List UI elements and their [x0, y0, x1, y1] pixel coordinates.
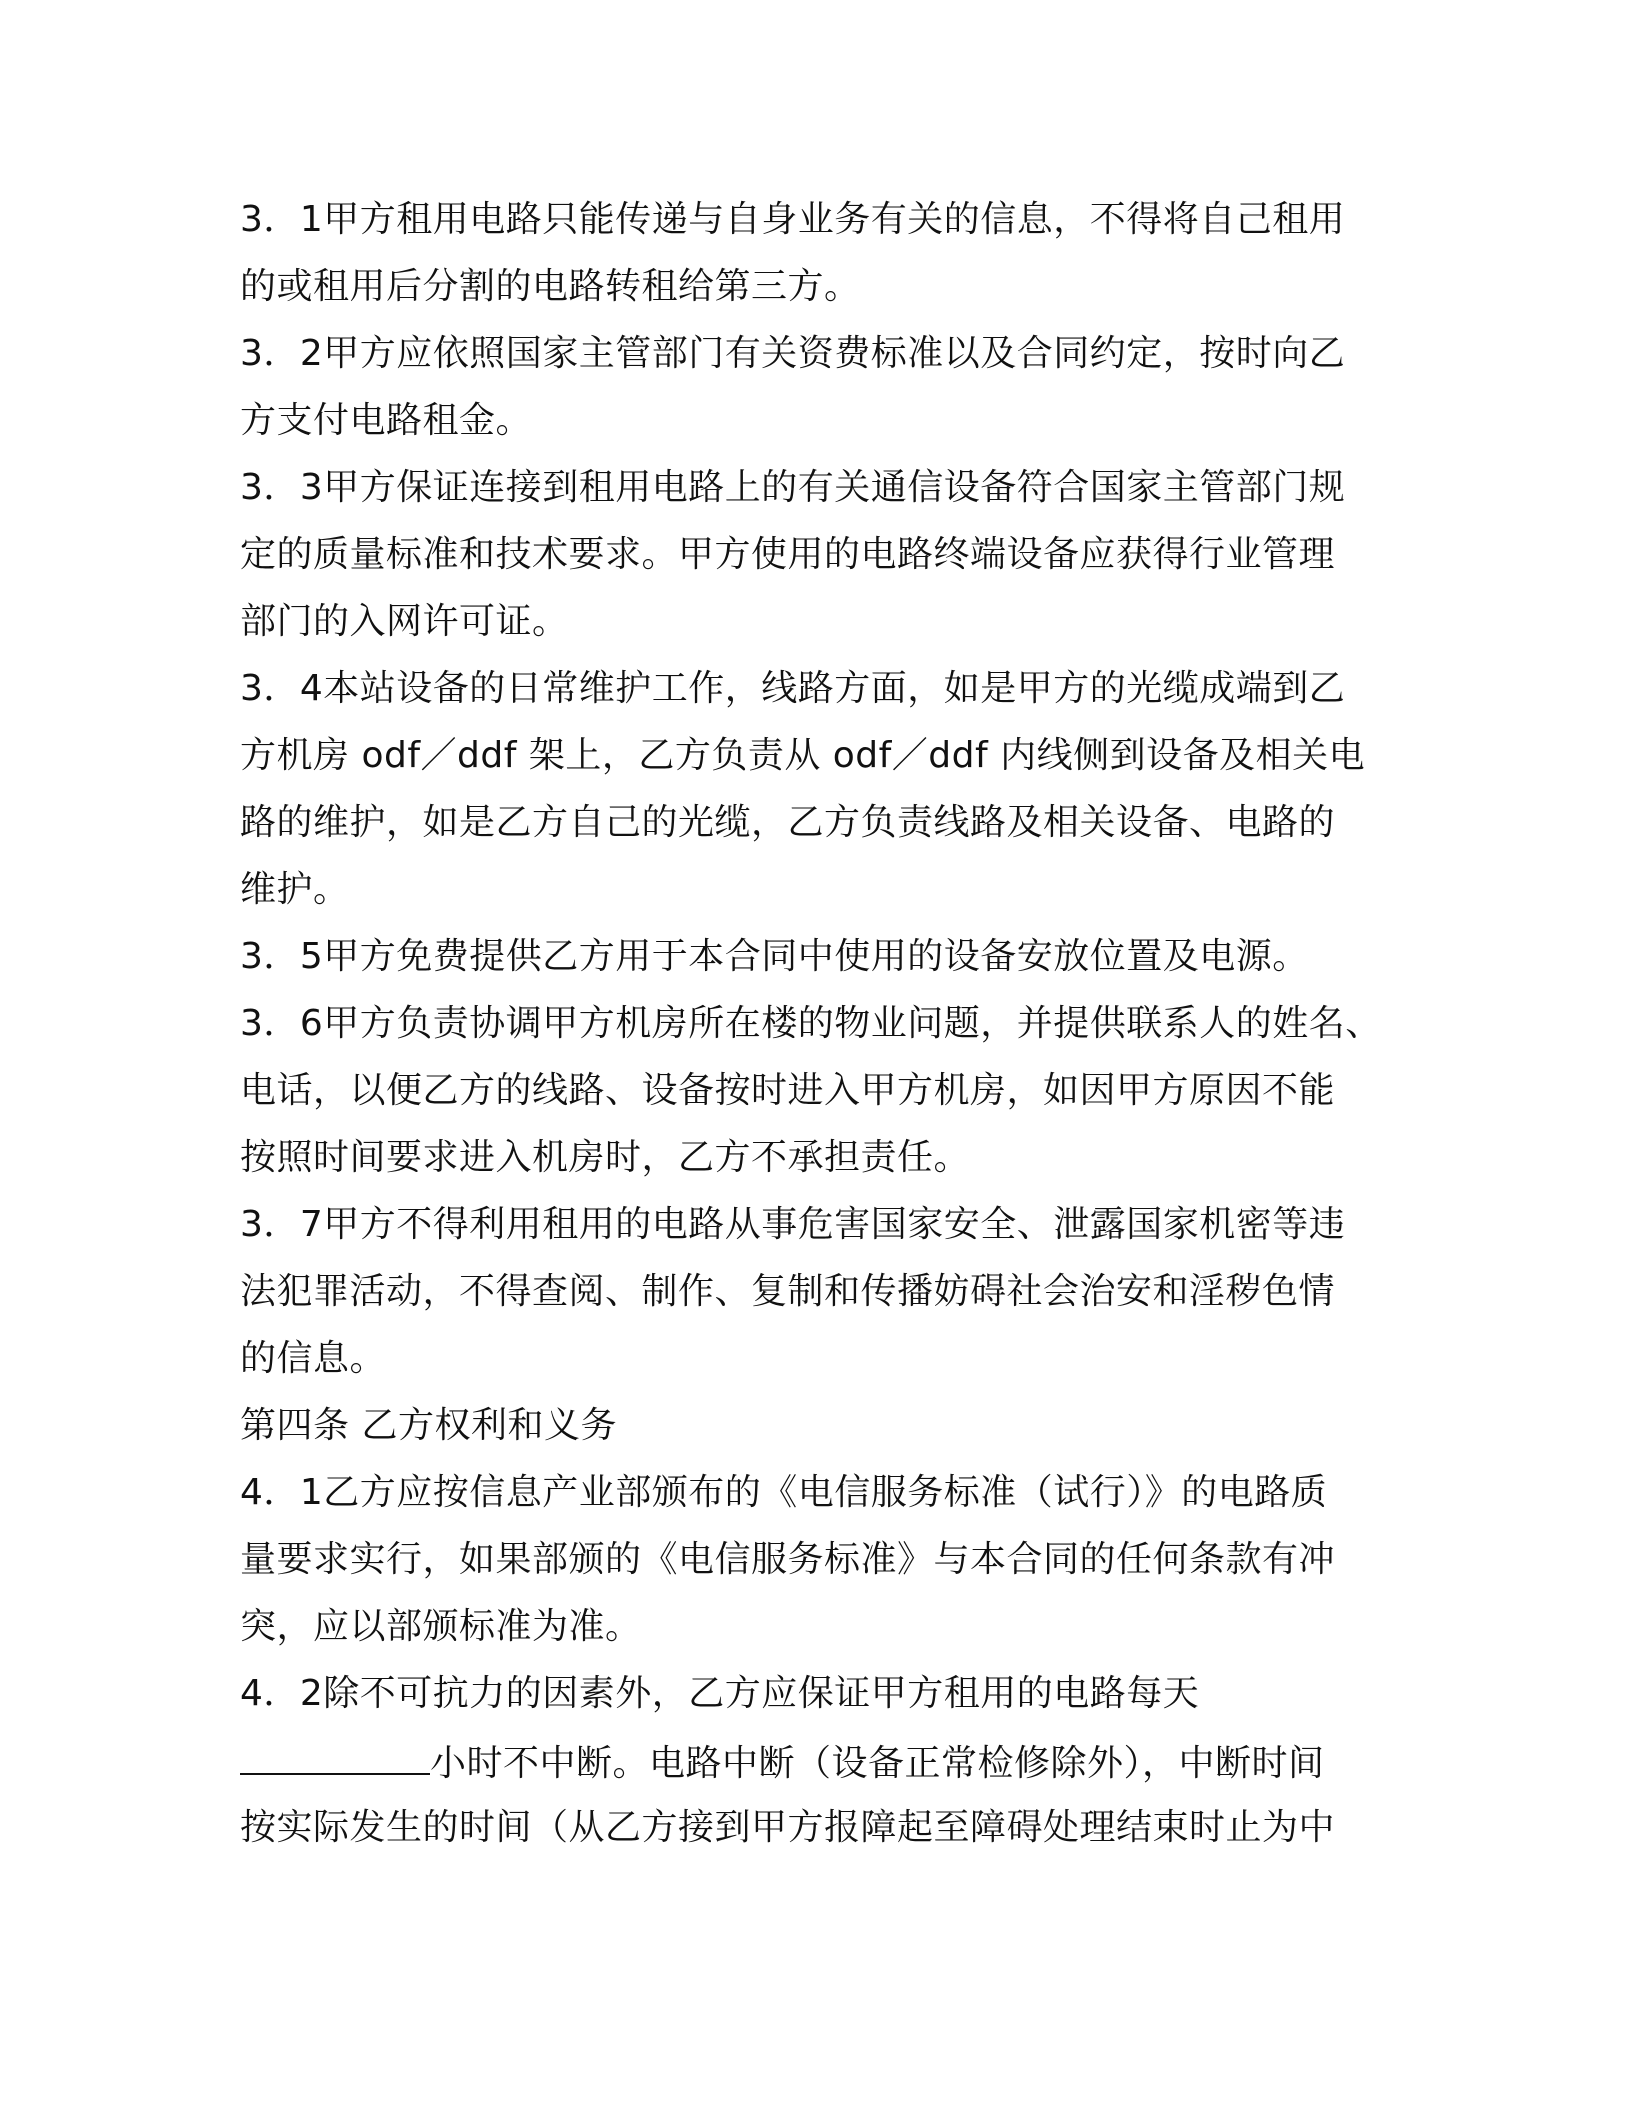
text-line: 3．3甲方保证连接到租用电路上的有关通信设备符合国家主管部门规: [240, 467, 1346, 508]
text-line: 路的维护，如是乙方自己的光缆，乙方负责线路及相关设备、电路的: [240, 802, 1336, 843]
text-line: 量要求实行，如果部颁的《电信服务标准》与本合同的任何条款有冲: [240, 1539, 1336, 1580]
text-line: 突，应以部颁标准为准。: [240, 1606, 642, 1647]
text-line: 定的质量标准和技术要求。甲方使用的电路终端设备应获得行业管理: [240, 534, 1336, 575]
blank-line-text: 小时不中断。电路中断（设备正常检修除外），中断时间: [430, 1743, 1325, 1784]
text-line: 4．1乙方应按信息产业部颁布的《电信服务标准（试行）》的电路质: [240, 1472, 1328, 1513]
section-heading: 第四条 乙方权利和义务: [240, 1405, 617, 1446]
text-line: 3．6甲方负责协调甲方机房所在楼的物业问题，并提供联系人的姓名、: [240, 1003, 1382, 1044]
text-line: 维护。: [240, 869, 350, 910]
text-line: 3．2甲方应依照国家主管部门有关资费标准以及合同约定，按时向乙: [240, 333, 1346, 374]
text-line: 按实际发生的时间（从乙方接到甲方报障起至障碍处理结束时止为中: [240, 1807, 1336, 1848]
text-line: 方机房 odf／ddf 架上，乙方负责从 odf／ddf 内线侧到设备及相关电: [240, 735, 1366, 776]
text-line: 法犯罪活动，不得查阅、制作、复制和传播妨碍社会治安和淫秽色情: [240, 1271, 1336, 1312]
text-line: 3．7甲方不得利用租用的电路从事危害国家安全、泄露国家机密等违: [240, 1204, 1346, 1245]
text-line: 按照时间要求进入机房时，乙方不承担责任。: [240, 1137, 971, 1178]
text-line: 方支付电路租金。: [240, 400, 533, 441]
text-line: 3．5甲方免费提供乙方用于本合同中使用的设备安放位置及电源。: [240, 936, 1309, 977]
text-line-with-blank: [240, 1727, 1415, 1794]
text-line: 4．2除不可抗力的因素外，乙方应保证甲方租用的电路每天: [240, 1673, 1200, 1714]
text-line: 部门的入网许可证。: [240, 601, 569, 642]
fill-in-blank: [240, 1727, 430, 1775]
document-body: [240, 186, 1415, 1861]
text-line: 3．1甲方租用电路只能传递与自身业务有关的信息，不得将自己租用: [240, 199, 1346, 240]
text-line: 的或租用后分割的电路转租给第三方。: [240, 266, 861, 307]
text-line: 3．4本站设备的日常维护工作，线路方面，如是甲方的光缆成端到乙: [240, 668, 1346, 709]
text-line: 的信息。: [240, 1338, 387, 1379]
text-line: 电话，以便乙方的线路、设备按时进入甲方机房，如因甲方原因不能: [240, 1070, 1336, 1111]
